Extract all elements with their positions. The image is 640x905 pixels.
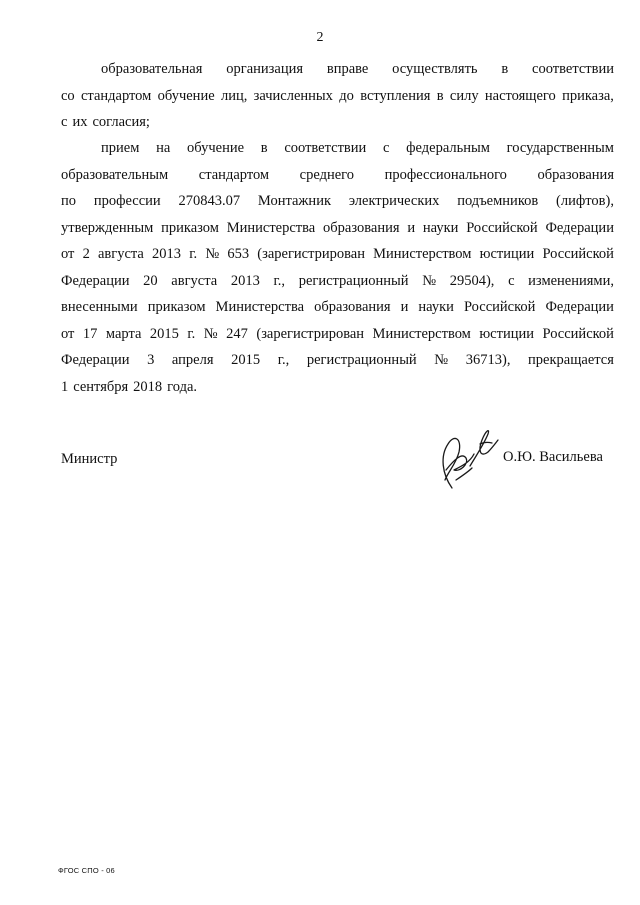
word: силу [449,87,479,104]
word: августа [98,246,144,262]
word: (лифтов), [556,193,614,209]
word: года. [167,378,198,395]
word: 3 [147,352,155,368]
word: образовательным [61,166,169,183]
word: 653 [227,246,250,262]
text-line [61,374,614,401]
word: № [205,246,220,262]
word: образования [314,299,391,315]
word: Монтажник [257,193,331,209]
word: Министерством [372,325,471,342]
word: государственным [506,140,614,156]
word: изменениями, [528,272,614,289]
word: в [501,61,509,77]
word: Российской [466,219,538,236]
word: электрических [348,193,440,209]
text-line [61,321,614,348]
word: стандартом [81,87,152,104]
text-line [61,347,614,374]
word: г. [189,246,198,262]
word: 17 [82,325,98,342]
signatory-title: Министр [61,451,118,467]
word: среднего [299,166,355,183]
word: осуществлять [392,61,478,77]
word: приказа, [562,87,614,104]
word: № [422,272,437,289]
word: Министерства [226,219,316,236]
word: Федерации [545,299,614,315]
text-line [61,188,614,215]
word: организация [226,61,304,77]
word: г., [273,272,286,289]
text-line [61,135,614,162]
word: науки [422,219,459,236]
word: регистрационный [298,272,409,289]
word: апреля [171,352,214,368]
word: до [339,87,354,104]
word: Министерства [215,299,305,315]
word: вступления [360,87,431,104]
word: 20 [143,272,158,289]
word: 247 [226,325,248,342]
word: федеральным [406,140,490,156]
word: прекращается [528,352,614,368]
word: образования [323,219,400,236]
word: настоящего [484,87,556,104]
word: профессионального [384,166,507,183]
word: 2 [82,246,90,262]
paragraph-continued [61,56,614,136]
word: лиц, [220,87,248,104]
word: от [61,246,75,262]
text-line [61,294,614,321]
word: Федерации [545,219,614,236]
word: юстиции [479,325,534,342]
word: юстиции [479,246,535,262]
text-line [61,162,614,189]
word: соответствии [284,140,367,156]
footer-code: ФГОС СПО - 06 [58,866,115,875]
page-number: 2 [316,30,324,45]
word: от [61,325,75,342]
word: сентября [73,378,129,395]
word: науки [418,299,454,315]
word: г. [187,325,196,342]
word: 36713), [465,352,511,368]
word: Российской [542,246,614,262]
word: вправе [326,61,369,77]
word: и [407,219,416,236]
word: с [61,114,68,130]
word: профессии [93,193,161,209]
word: Российской [463,299,536,315]
word: обучение [187,140,245,156]
word: приказом [147,299,206,315]
paragraph-main [61,135,614,400]
word: на [156,140,171,156]
word: регистрационный [306,352,417,368]
word: марта [105,325,142,342]
word: со [61,87,75,104]
word: 2015 [231,352,261,368]
text-line [61,83,614,110]
word: в [436,87,444,104]
word: Федерации [61,272,130,289]
text-line [61,56,614,83]
word: и [400,299,409,315]
word: по [61,193,77,209]
word: 2013 [152,246,182,262]
word: приказом [161,219,219,236]
word: стандартом [198,166,270,183]
word: их [72,114,88,130]
word: (зарегистрирован [257,246,365,262]
word: обучение [157,87,215,104]
word: 2018 [133,378,163,395]
text-line [61,241,614,268]
word: зачисленных [253,87,333,104]
word: в [260,140,268,156]
word: № [434,352,449,368]
word: Российской [542,325,614,342]
word: согласия; [92,114,150,130]
word: образовательная [101,61,203,77]
word: 270843.07 [178,193,241,209]
word: 29504), [449,272,495,289]
word: Министерством [373,246,472,262]
word: № [203,325,218,342]
word: 2013 [230,272,260,289]
word: внесенными [61,299,138,315]
text-line [61,268,614,295]
handwritten-signature [432,422,502,494]
word: прием [101,140,140,156]
word: Федерации [61,352,130,368]
word: подъемников [457,193,539,209]
word: с [508,272,515,289]
word: образования [537,166,614,183]
word: утвержденным [61,219,154,236]
word: г., [277,352,290,368]
word: (зарегистрирован [256,325,365,342]
word: августа [171,272,218,289]
word: 1 [61,378,69,395]
word: с [383,140,390,156]
text-line [61,215,614,242]
text-line [61,109,614,136]
word: 2015 [149,325,179,342]
word: соответствии [532,61,614,77]
signatory-name: О.Ю. Васильева [503,449,603,465]
